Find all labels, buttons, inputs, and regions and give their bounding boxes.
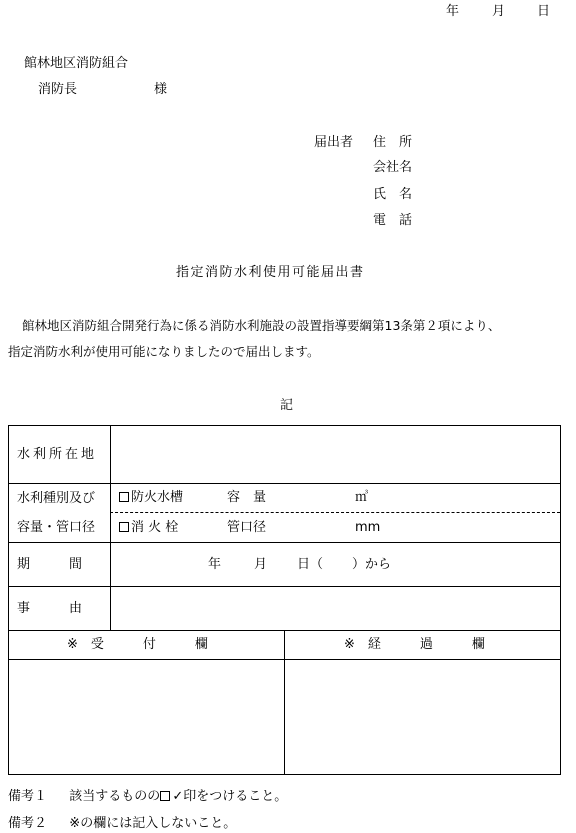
hydrant-bore-unit: mm — [355, 520, 381, 535]
body-line-2: 指定消防水利が使用可能になりましたので届出します。 — [8, 344, 320, 359]
dashed-divider — [110, 512, 560, 513]
submitter-phone: 電 話 — [373, 213, 413, 228]
body-line-1: 館林地区消防組合開発行為に係る消防水利施設の設置指導要綱第13条第２項により、 — [22, 318, 501, 333]
date-day: 日 — [537, 4, 551, 19]
date-year: 年 — [446, 4, 460, 19]
note-1-text-before: 該当するものの — [69, 789, 161, 804]
note-1 — [8, 790, 287, 803]
hydrant-checkbox[interactable] — [119, 522, 129, 532]
note-2 — [8, 817, 236, 830]
addressee-honorific: 様 — [154, 82, 168, 97]
period-month: 月 — [254, 557, 268, 572]
bottom-column-divider — [284, 630, 285, 775]
progress-header: ※ 経 過 欄 — [344, 637, 485, 652]
date-month: 月 — [492, 4, 506, 19]
note-2-label: 備考２ — [8, 816, 48, 831]
type-label-line-1: 水利種別及び — [17, 491, 96, 506]
option-tank — [119, 491, 183, 504]
submitter-company: 会社名 — [373, 160, 413, 175]
document-title: 指定消防水利使用可能届出書 — [176, 265, 365, 280]
reception-header: ※ 受 付 欄 — [67, 637, 208, 652]
row-divider — [9, 586, 560, 587]
location-label: 水利所在地 — [17, 447, 98, 462]
reason-label: 事 由 — [17, 601, 83, 616]
note-1-label: 備考１ — [8, 789, 48, 804]
tank-capacity-label: 容 量 — [227, 490, 267, 505]
checkbox-icon — [160, 791, 170, 801]
notification-form-table — [8, 425, 561, 775]
period-day: 日（ — [297, 557, 324, 572]
hydrant-bore-label: 管口径 — [227, 520, 267, 535]
tank-label: 防火水槽 — [131, 490, 184, 505]
period-from: ）から — [352, 557, 392, 572]
check-mark-icon: ✓ — [172, 789, 184, 804]
note-2-text: ※の欄には記入しないこと。 — [69, 816, 237, 831]
submitter-name: 氏 名 — [373, 187, 413, 202]
submitter-address: 住 所 — [373, 135, 413, 150]
period-label: 期 間 — [17, 557, 83, 572]
addressee-org: 館林地区消防組合 — [24, 56, 129, 71]
tank-checkbox[interactable] — [119, 492, 129, 502]
hydrant-label: 消 火 栓 — [131, 520, 179, 535]
addressee-chief: 消防長 — [38, 82, 78, 97]
ki-heading: 記 — [280, 398, 294, 413]
tank-capacity-unit: ㎥ — [355, 490, 369, 505]
note-1-text-after: 印をつけること。 — [183, 789, 288, 804]
type-label-line-2: 容量・管口径 — [17, 520, 96, 535]
option-hydrant — [119, 521, 178, 534]
progress-area — [287, 662, 557, 772]
row-divider — [9, 483, 560, 484]
label-column-divider — [110, 426, 111, 630]
period-year: 年 — [208, 557, 222, 572]
reason-field[interactable] — [112, 589, 558, 628]
location-field[interactable] — [112, 429, 558, 481]
reception-area — [11, 662, 281, 772]
row-divider — [9, 542, 560, 543]
submitter-label: 届出者 — [314, 135, 354, 150]
